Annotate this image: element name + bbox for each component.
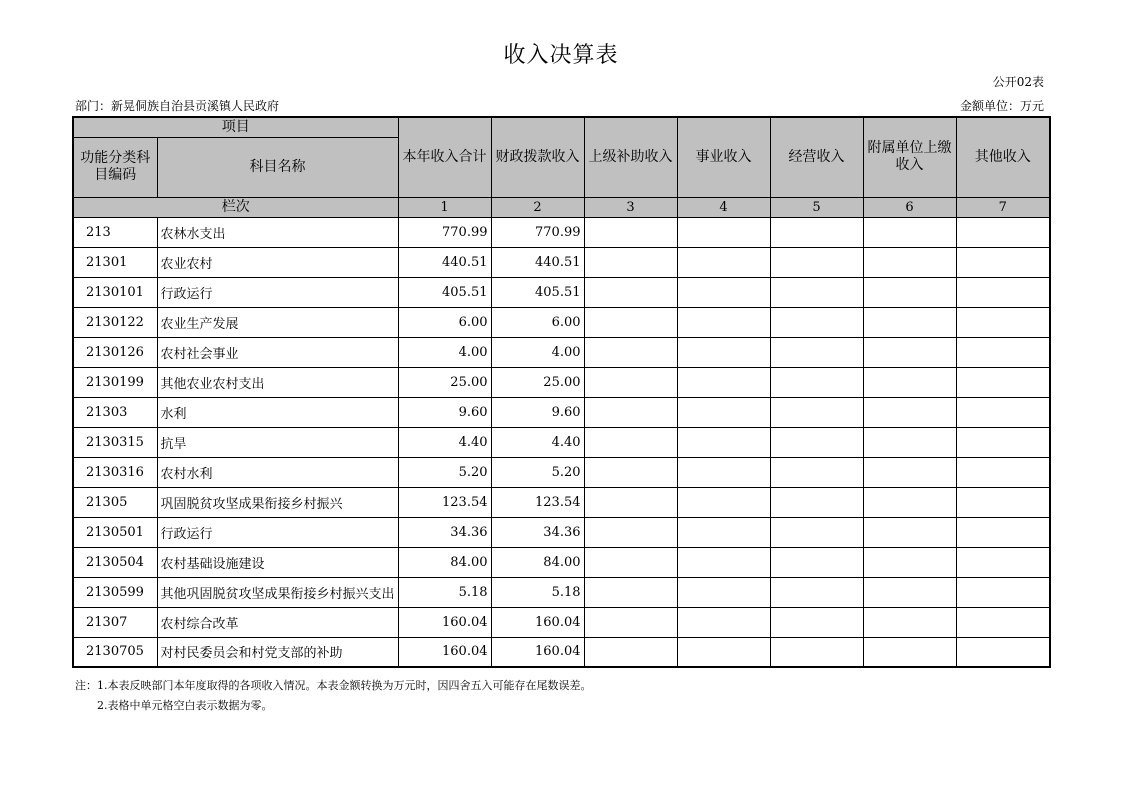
code-cell: 21301 <box>73 247 157 277</box>
code-cell: 21305 <box>73 487 157 517</box>
superior-cell <box>584 427 677 457</box>
affiliated-cell <box>863 457 956 487</box>
fiscal-cell: 770.99 <box>491 217 584 247</box>
name-cell: 农林水支出 <box>157 217 398 247</box>
superior-cell <box>584 367 677 397</box>
other-cell <box>956 577 1050 607</box>
fiscal-cell: 5.18 <box>491 577 584 607</box>
affiliated-cell <box>863 427 956 457</box>
table-row <box>73 217 1050 247</box>
code-cell: 2130316 <box>73 457 157 487</box>
fiscal-cell: 5.20 <box>491 457 584 487</box>
note-line-2: 2.表格中单元格空白表示数据为零。 <box>97 699 273 712</box>
other-cell <box>956 337 1050 367</box>
col-number: 3 <box>584 197 677 217</box>
operating-cell <box>770 337 863 367</box>
other-cell <box>956 217 1050 247</box>
name-cell: 农村基础设施建设 <box>157 547 398 577</box>
business-cell <box>677 577 770 607</box>
name-cell: 对村民委员会和村党支部的补助 <box>157 637 398 667</box>
other-cell <box>956 397 1050 427</box>
col-number: 5 <box>770 197 863 217</box>
fiscal-cell: 34.36 <box>491 517 584 547</box>
business-cell <box>677 607 770 637</box>
business-cell <box>677 217 770 247</box>
business-cell <box>677 397 770 427</box>
name-cell: 行政运行 <box>157 517 398 547</box>
name-cell: 农村社会事业 <box>157 337 398 367</box>
table-row <box>73 607 1050 637</box>
superior-cell <box>584 607 677 637</box>
code-cell: 2130705 <box>73 637 157 667</box>
table-row <box>73 517 1050 547</box>
fiscal-cell: 4.40 <box>491 427 584 457</box>
name-cell: 农业农村 <box>157 247 398 277</box>
total-cell: 6.00 <box>398 307 491 337</box>
affiliated-cell <box>863 547 956 577</box>
form-number: 公开02表 <box>992 75 1044 89</box>
affiliated-cell <box>863 247 956 277</box>
page-title: 收入决算表 <box>503 43 619 68</box>
other-cell <box>956 277 1050 307</box>
total-cell: 9.60 <box>398 397 491 427</box>
amount-unit-label: 金额单位：万元 <box>959 99 1044 113</box>
code-cell: 2130122 <box>73 307 157 337</box>
code-cell: 2130101 <box>73 277 157 307</box>
operating-cell <box>770 577 863 607</box>
total-cell: 123.54 <box>398 487 491 517</box>
code-cell: 21303 <box>73 397 157 427</box>
name-cell: 巩固脱贫攻坚成果衔接乡村振兴 <box>157 487 398 517</box>
table-row <box>73 577 1050 607</box>
fiscal-cell: 440.51 <box>491 247 584 277</box>
table-row <box>73 487 1050 517</box>
name-cell: 行政运行 <box>157 277 398 307</box>
operating-cell <box>770 487 863 517</box>
table-row <box>73 307 1050 337</box>
superior-cell <box>584 577 677 607</box>
col-header-name: 科目名称 <box>157 137 398 197</box>
affiliated-cell <box>863 577 956 607</box>
superior-cell <box>584 337 677 367</box>
table-row <box>73 367 1050 397</box>
business-cell <box>677 367 770 397</box>
fiscal-cell: 160.04 <box>491 637 584 667</box>
table-row <box>73 277 1050 307</box>
superior-cell <box>584 217 677 247</box>
name-cell: 农村综合改革 <box>157 607 398 637</box>
row-index-label: 栏次 <box>73 197 398 217</box>
total-cell: 25.00 <box>398 367 491 397</box>
affiliated-cell <box>863 367 956 397</box>
other-cell <box>956 307 1050 337</box>
fiscal-cell: 6.00 <box>491 307 584 337</box>
table-row <box>73 637 1050 667</box>
total-cell: 4.00 <box>398 337 491 367</box>
superior-cell <box>584 277 677 307</box>
col-number: 4 <box>677 197 770 217</box>
operating-cell <box>770 397 863 427</box>
operating-cell <box>770 427 863 457</box>
superior-cell <box>584 517 677 547</box>
affiliated-cell <box>863 277 956 307</box>
operating-cell <box>770 517 863 547</box>
operating-cell <box>770 457 863 487</box>
col-header-superior: 上级补助收入 <box>584 117 677 197</box>
total-cell: 160.04 <box>398 607 491 637</box>
total-cell: 405.51 <box>398 277 491 307</box>
total-cell: 84.00 <box>398 547 491 577</box>
business-cell <box>677 457 770 487</box>
col-header-affiliated: 附属单位上缴收入 <box>863 117 956 197</box>
total-cell: 160.04 <box>398 637 491 667</box>
operating-cell <box>770 217 863 247</box>
name-cell: 抗旱 <box>157 427 398 457</box>
code-cell: 21307 <box>73 607 157 637</box>
col-header-business: 事业收入 <box>677 117 770 197</box>
superior-cell <box>584 457 677 487</box>
other-cell <box>956 637 1050 667</box>
other-cell <box>956 547 1050 577</box>
col-header-operating: 经营收入 <box>770 117 863 197</box>
code-cell: 2130126 <box>73 337 157 367</box>
superior-cell <box>584 637 677 667</box>
total-cell: 34.36 <box>398 517 491 547</box>
superior-cell <box>584 487 677 517</box>
other-cell <box>956 607 1050 637</box>
affiliated-cell <box>863 397 956 427</box>
business-cell <box>677 337 770 367</box>
code-cell: 2130199 <box>73 367 157 397</box>
affiliated-cell <box>863 307 956 337</box>
operating-cell <box>770 277 863 307</box>
total-cell: 5.20 <box>398 457 491 487</box>
operating-cell <box>770 547 863 577</box>
business-cell <box>677 517 770 547</box>
affiliated-cell <box>863 517 956 547</box>
code-cell: 2130315 <box>73 427 157 457</box>
superior-cell <box>584 307 677 337</box>
operating-cell <box>770 247 863 277</box>
code-cell: 2130504 <box>73 547 157 577</box>
table-row <box>73 247 1050 277</box>
business-cell <box>677 487 770 517</box>
fiscal-cell: 84.00 <box>491 547 584 577</box>
superior-cell <box>584 247 677 277</box>
table-row <box>73 547 1050 577</box>
business-cell <box>677 637 770 667</box>
fiscal-cell: 4.00 <box>491 337 584 367</box>
col-number: 7 <box>956 197 1050 217</box>
notes <box>75 676 592 716</box>
table-row <box>73 457 1050 487</box>
total-cell: 4.40 <box>398 427 491 457</box>
name-cell: 农业生产发展 <box>157 307 398 337</box>
table-row <box>73 397 1050 427</box>
total-cell: 5.18 <box>398 577 491 607</box>
col-number: 1 <box>398 197 491 217</box>
business-cell <box>677 277 770 307</box>
operating-cell <box>770 367 863 397</box>
affiliated-cell <box>863 487 956 517</box>
code-cell: 2130599 <box>73 577 157 607</box>
business-cell <box>677 247 770 277</box>
other-cell <box>956 487 1050 517</box>
name-cell: 水利 <box>157 397 398 427</box>
table-row <box>73 337 1050 367</box>
superior-cell <box>584 397 677 427</box>
name-cell: 农村水利 <box>157 457 398 487</box>
other-cell <box>956 427 1050 457</box>
fiscal-cell: 160.04 <box>491 607 584 637</box>
other-cell <box>956 457 1050 487</box>
code-cell: 213 <box>73 217 157 247</box>
table-row <box>73 427 1050 457</box>
other-cell <box>956 517 1050 547</box>
superior-cell <box>584 547 677 577</box>
fiscal-cell: 25.00 <box>491 367 584 397</box>
fiscal-cell: 9.60 <box>491 397 584 427</box>
note-line-1: 注：1.本表反映部门本年度取得的各项收入情况。本表金额转换为万元时，因四舍五入可能存在尾数误差。 <box>75 679 592 692</box>
col-number: 6 <box>863 197 956 217</box>
col-header-total: 本年收入合计 <box>398 117 491 197</box>
affiliated-cell <box>863 217 956 247</box>
affiliated-cell <box>863 607 956 637</box>
operating-cell <box>770 607 863 637</box>
name-cell: 其他农业农村支出 <box>157 367 398 397</box>
total-cell: 440.51 <box>398 247 491 277</box>
other-cell <box>956 367 1050 397</box>
project-header: 项目 <box>73 117 398 137</box>
business-cell <box>677 427 770 457</box>
business-cell <box>677 547 770 577</box>
operating-cell <box>770 307 863 337</box>
name-cell: 其他巩固脱贫攻坚成果衔接乡村振兴支出 <box>157 577 398 607</box>
affiliated-cell <box>863 637 956 667</box>
operating-cell <box>770 637 863 667</box>
business-cell <box>677 307 770 337</box>
code-cell: 2130501 <box>73 517 157 547</box>
fiscal-cell: 123.54 <box>491 487 584 517</box>
income-final-accounts-table <box>72 116 1051 668</box>
affiliated-cell <box>863 337 956 367</box>
col-number: 2 <box>491 197 584 217</box>
col-header-code: 功能分类科目编码 <box>73 137 157 197</box>
fiscal-cell: 405.51 <box>491 277 584 307</box>
other-cell <box>956 247 1050 277</box>
total-cell: 770.99 <box>398 217 491 247</box>
col-header-other: 其他收入 <box>956 117 1050 197</box>
department-label: 部门：新晃侗族自治县贡溪镇人民政府 <box>75 99 280 113</box>
col-header-fiscal: 财政拨款收入 <box>491 117 584 197</box>
